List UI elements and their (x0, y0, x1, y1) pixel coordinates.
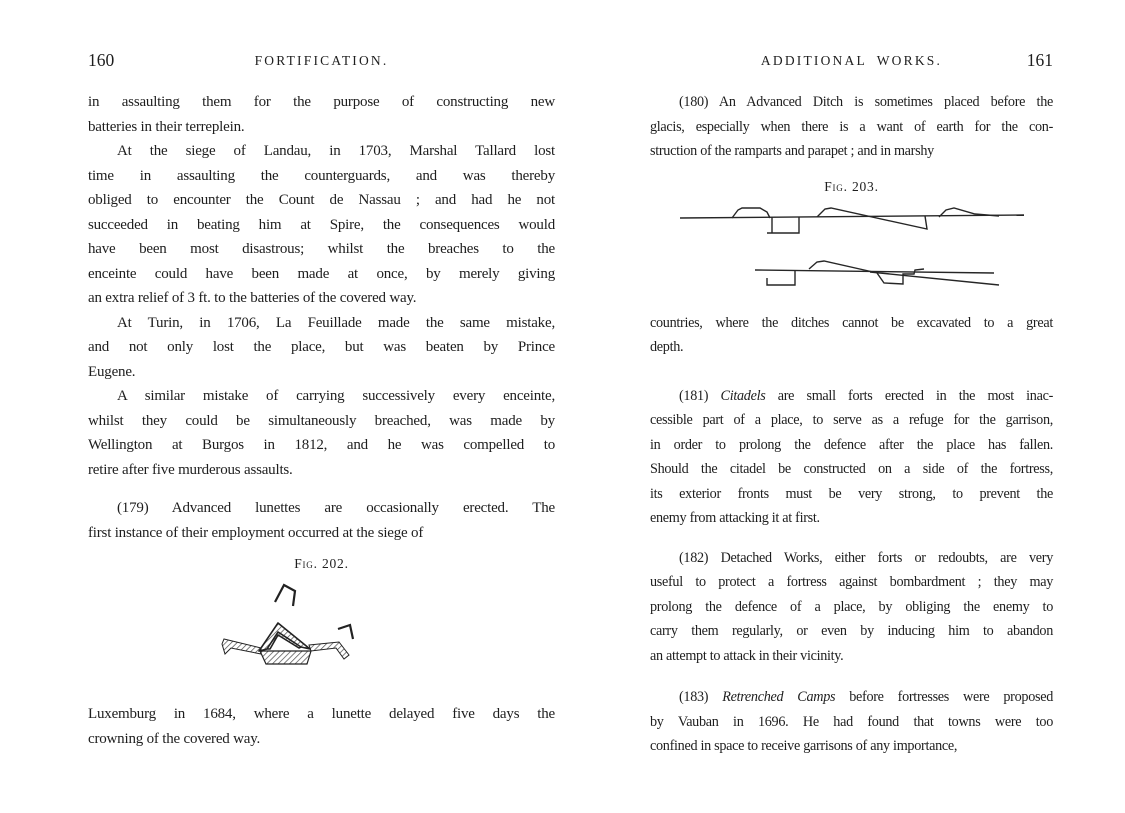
paragraph (650, 311, 1053, 360)
body-line: in order to prolong the defence after the place has fallen. (650, 436, 1053, 453)
paragraph (650, 90, 1053, 164)
left-wing (222, 639, 261, 654)
body-line: retire after five murderous assaults. (88, 461, 293, 478)
left-page-header (88, 50, 555, 74)
ditch-profile-drawing (677, 200, 1027, 300)
page-number: 161 (1026, 50, 1053, 70)
paragraph (650, 685, 1053, 759)
paragraph (650, 384, 1053, 531)
body-line: succeeded in beating him at Spire, the consequences would (88, 216, 555, 233)
body-line: confined in space to receive garrisons of any importance, (650, 738, 958, 754)
body-line: cessible part of a place, to serve as a refuge for the garrison, (650, 412, 1053, 428)
paragraph (88, 139, 555, 311)
body-line: have been most disastrous; whilst the breaches to the (88, 241, 555, 257)
figure-caption: Fig. 203. (824, 178, 879, 194)
paragraph (88, 496, 555, 545)
body-line: in assaulting them for the purpose of constructing new (88, 94, 555, 110)
paragraph (88, 90, 555, 139)
left-page-body (88, 90, 555, 751)
figure-202-lunette-diagram (88, 579, 555, 676)
body-line: glacis, especially when there is a want of earth for the con- (650, 118, 1053, 135)
paragraph (88, 384, 555, 482)
figure-caption: Fig. 202. (294, 556, 349, 571)
body-line: At the siege of Landau, in 1703, Marshal Tallard lost (117, 143, 555, 159)
page-number: 160 (88, 50, 115, 70)
body-line: time in assaulting the counterguards, and was thereby (88, 167, 555, 184)
running-head: ADDITIONAL WORKS. (760, 53, 943, 68)
body-line: (183) Retrenched Camps before fortresses were proposed (679, 689, 1053, 705)
right-page-body (650, 90, 1053, 759)
body-line: carry them regularly, or even by inducing him to abandon (650, 623, 1053, 639)
lunette-base (260, 651, 311, 664)
body-line: prolong the defence of a place, by obliging the enemy to (650, 598, 1053, 615)
body-line: its exterior fronts must be very strong, to prevent the (650, 485, 1053, 502)
body-line: At Turin, in 1706, La Feuillade made the same mistake, (117, 314, 555, 331)
body-line: Should the citadel be constructed on a side of the fortress, (650, 461, 1053, 477)
body-line: by Vauban in 1696. He had found that towns were too (650, 713, 1053, 730)
body-line: (182) Detached Works, either forts or redoubts, are very (679, 549, 1053, 566)
lunette-plan-drawing (221, 579, 371, 671)
body-line: crowning of the covered way. (88, 730, 261, 747)
paragraph (88, 702, 555, 751)
body-line: batteries in their terreplein. (88, 118, 245, 135)
figure-203-ditch-profiles (650, 200, 1053, 305)
body-line: A similar mistake of carrying successively every enceinte, (117, 388, 555, 404)
right-bracket-outwork (338, 625, 353, 639)
profile-top (680, 208, 1024, 233)
body-line: whilst they could be simultaneously breached, was made by (88, 412, 555, 429)
body-line: enceinte could have been made at once, by merely giving (88, 265, 555, 282)
profile-bottom (755, 261, 999, 285)
body-line: enemy from attacking it at first. (650, 510, 820, 526)
body-line: depth. (650, 339, 684, 355)
chevron-outwork (275, 585, 295, 606)
body-line: obliged to encounter the Count de Nassau ; and had he not (88, 192, 555, 208)
body-line: (180) An Advanced Ditch is sometimes placed before the (679, 94, 1053, 110)
body-line: countries, where the ditches cannot be excavated to a great (650, 314, 1053, 331)
paragraph (650, 546, 1053, 669)
body-line: Eugene. (88, 363, 136, 380)
body-line: Wellington at Burgos in 1812, and he was compelled to (88, 437, 555, 453)
right-page-header (650, 50, 1053, 74)
paragraph (88, 311, 555, 385)
body-line: (181) Citadels are small forts erected in the most inac- (679, 387, 1053, 404)
body-line: an attempt to attack in their vicinity. (650, 647, 844, 664)
body-line: and not only lost the place, but was beaten by Prince (88, 339, 555, 355)
body-line: struction of the ramparts and parapet ; and in marshy (650, 143, 934, 159)
body-line: an extra relief of 3 ft. to the batteries of the covered way. (88, 290, 417, 306)
body-line: Luxemburg in 1684, where a lunette delayed five days the (88, 706, 555, 722)
running-head: FORTIFICATION. (254, 53, 389, 68)
lunette-walls (259, 623, 310, 651)
body-line: useful to protect a fortress against bombardment ; they may (650, 574, 1053, 590)
right-wing (309, 642, 349, 659)
body-line: (179) Advanced lunettes are occasionally erected. The (117, 500, 555, 516)
body-line: first instance of their employment occurred at the siege of (88, 524, 424, 541)
